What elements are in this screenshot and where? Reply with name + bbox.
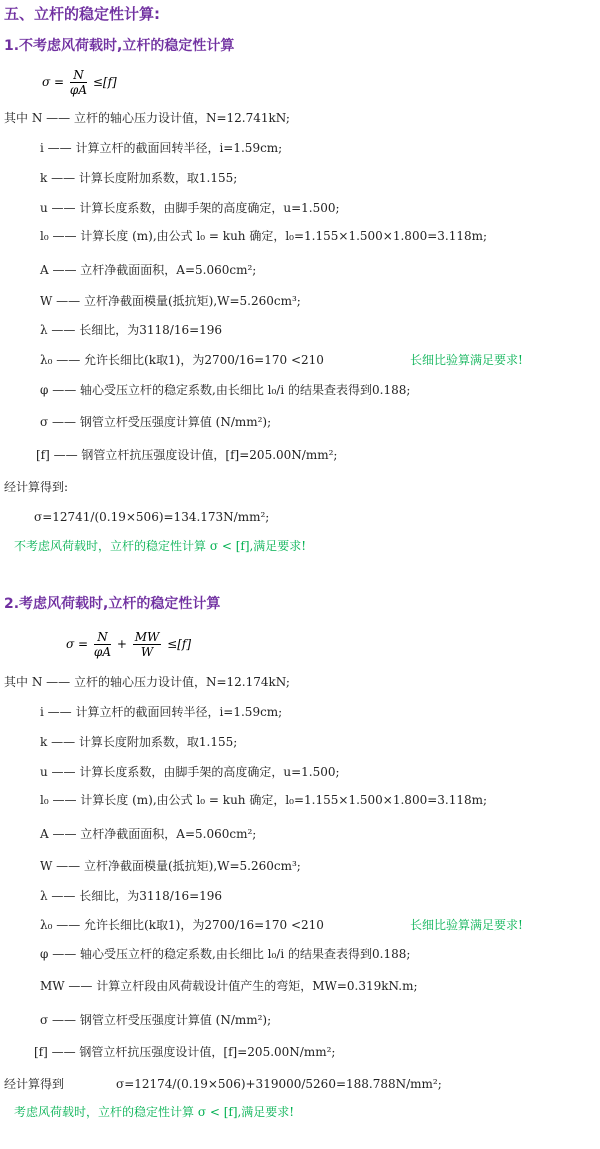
formula-2: σ = $\frac{N}{\varphi A}$ + $\frac{MW}{W}$ ≤[f] bbox=[66, 630, 192, 659]
s1-line-3: u —— 计算长度系数，由脚手架的高度确定，u=1.500; bbox=[40, 201, 340, 215]
s1-line-9: φ —— 轴心受压立杆的稳定系数,由长细比 l₀/i 的结果查表得到0.188; bbox=[40, 383, 411, 397]
s1-line-0: 其中 N —— 立杆的轴心压力设计值，N=12.741kN; bbox=[4, 111, 290, 125]
s1-calc: σ=12741/(0.19×506)=134.173N/mm²; bbox=[34, 510, 270, 524]
formula-1: σ = $\frac{N}{\varphi A}$ ≤[f] bbox=[42, 68, 117, 97]
s1-line-10: σ —— 钢管立杆受压强度计算值 (N/mm²); bbox=[40, 415, 272, 429]
s2-calc-label: 经计算得到 bbox=[4, 1077, 65, 1091]
s2-line-3: u —— 计算长度系数，由脚手架的高度确定，u=1.500; bbox=[40, 765, 340, 779]
s1-line-1: i —— 计算立杆的截面回转半径，i=1.59cm; bbox=[40, 141, 283, 155]
s2-line-12: [f] —— 钢管立杆抗压强度设计值，[f]=205.00N/mm²; bbox=[34, 1045, 336, 1059]
s1-line-6: W —— 立杆净截面模量(抵抗矩),W=5.260cm³; bbox=[40, 294, 301, 308]
s1-line-5: A —— 立杆净截面面积，A=5.060cm²; bbox=[40, 263, 257, 277]
s2-calc: σ=12174/(0.19×506)+319000/5260=188.788N/mm²; bbox=[116, 1077, 442, 1091]
s2-line-11: σ —— 钢管立杆受压强度计算值 (N/mm²); bbox=[40, 1013, 272, 1027]
s2-line-10: MW —— 计算立杆段由风荷载设计值产生的弯矩，MW=0.319kN.m; bbox=[40, 979, 418, 993]
s2-line-4: l₀ —— 计算长度 (m),由公式 l₀ = kuh 确定，l₀=1.155×1.500×1.800=3.118m; bbox=[40, 793, 488, 807]
s1-result: 不考虑风荷载时，立杆的稳定性计算 σ < [f],满足要求! bbox=[14, 539, 307, 553]
s1-line-4: l₀ —— 计算长度 (m),由公式 l₀ = kuh 确定，l₀=1.155×1.500×1.800=3.118m; bbox=[40, 229, 488, 243]
s2-line-5: A —— 立杆净截面面积，A=5.060cm²; bbox=[40, 827, 257, 841]
section-2-heading: 2.考虑风荷载时,立杆的稳定性计算 bbox=[4, 596, 221, 612]
s2-result: 考虑风荷载时，立杆的稳定性计算 σ < [f],满足要求! bbox=[14, 1105, 295, 1119]
s2-slenderness-note: 长细比验算满足要求! bbox=[410, 918, 523, 932]
s2-line-8: λ₀ —— 允许长细比(k取1)，为2700/16=170 <210 bbox=[40, 918, 324, 932]
s1-line-2: k —— 计算长度附加系数，取1.155; bbox=[40, 171, 238, 185]
section-1-heading: 1.不考虑风荷载时,立杆的稳定性计算 bbox=[4, 38, 235, 54]
s1-line-11: [f] —— 钢管立杆抗压强度设计值，[f]=205.00N/mm²; bbox=[36, 448, 338, 462]
s2-line-9: φ —— 轴心受压立杆的稳定系数,由长细比 l₀/i 的结果查表得到0.188; bbox=[40, 947, 411, 961]
s1-calc-label: 经计算得到: bbox=[4, 480, 69, 494]
s2-line-7: λ —— 长细比，为3118/16=196 bbox=[40, 889, 223, 903]
s1-line-7: λ —— 长细比，为3118/16=196 bbox=[40, 323, 223, 337]
s2-line-6: W —— 立杆净截面模量(抵抗矩),W=5.260cm³; bbox=[40, 859, 301, 873]
s1-line-8: λ₀ —— 允许长细比(k取1)，为2700/16=170 <210 bbox=[40, 353, 324, 367]
s1-slenderness-note: 长细比验算满足要求! bbox=[410, 353, 523, 367]
s2-line-0: 其中 N —— 立杆的轴心压力设计值，N=12.174kN; bbox=[4, 675, 290, 689]
s2-line-1: i —— 计算立杆的截面回转半径，i=1.59cm; bbox=[40, 705, 283, 719]
section-title: 五、立杆的稳定性计算: bbox=[4, 5, 160, 23]
s2-line-2: k —— 计算长度附加系数，取1.155; bbox=[40, 735, 238, 749]
